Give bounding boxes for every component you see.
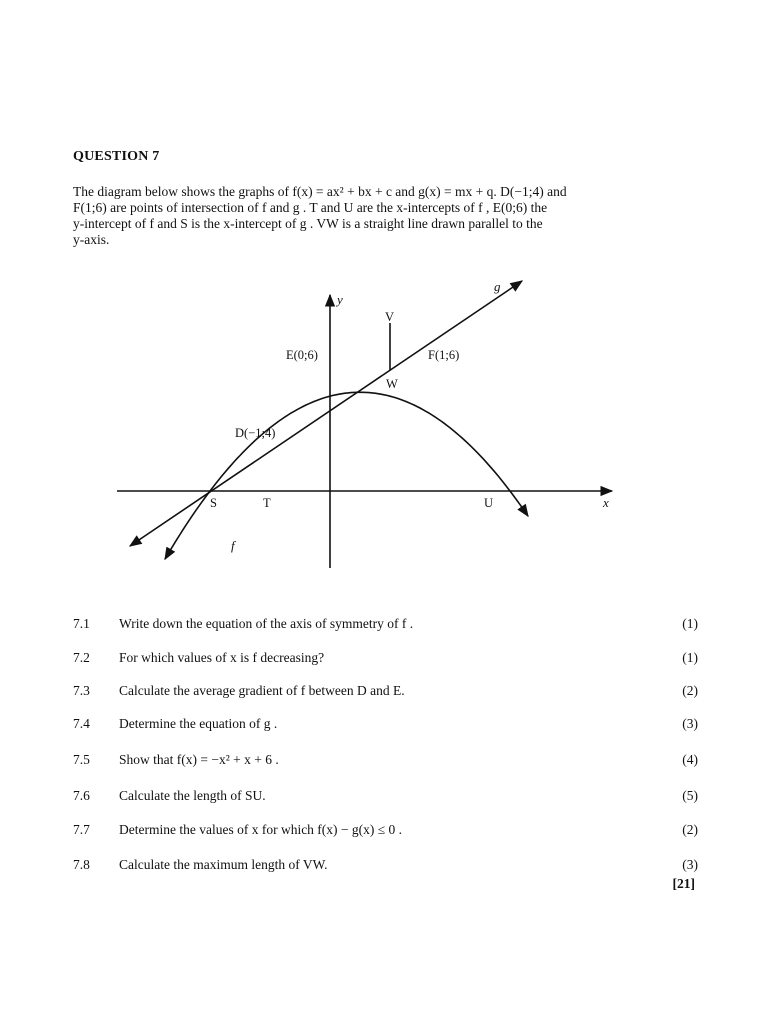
question-marks: (5) (682, 788, 698, 803)
question-text: Determine the equation of g . (119, 716, 278, 731)
label-y-axis: y (337, 292, 343, 307)
question-number: 7.6 (73, 788, 90, 803)
intro-line: y-axis. (73, 232, 110, 247)
label-f-point: F(1;6) (428, 348, 460, 362)
label-g: g (494, 279, 501, 294)
question-marks: (2) (682, 683, 698, 698)
question-text: Show that f(x) = −x² + x + 6 . (119, 752, 279, 767)
question-item (73, 857, 698, 875)
question-number: 7.7 (73, 822, 90, 837)
question-marks: (1) (682, 616, 698, 631)
label-u: U (484, 496, 494, 510)
question-item (73, 752, 698, 770)
question-heading: QUESTION 7 (73, 149, 160, 164)
intro-line: y-intercept of f and S is the x-intercept of g . VW is a straight line drawn parallel to the (73, 216, 543, 231)
label-s: S (210, 496, 217, 510)
question-number: 7.4 (73, 716, 90, 731)
question-number: 7.2 (73, 650, 90, 665)
question-marks: (2) (682, 822, 698, 837)
question-number: 7.1 (73, 616, 90, 631)
question-text: Calculate the maximum length of VW. (119, 857, 328, 872)
question-text: Write down the equation of the axis of symmetry of f . (119, 616, 414, 631)
label-v: V (385, 310, 395, 324)
question-text: For which values of x is f decreasing? (119, 650, 325, 665)
question-text: Calculate the average gradient of f between D and E. (119, 683, 405, 698)
line-g (130, 281, 522, 546)
question-item (73, 650, 698, 668)
question-item (73, 716, 698, 734)
label-w: W (386, 377, 398, 391)
question-text: Determine the values of x for which f(x) − g(x) ≤ 0 . (119, 822, 403, 837)
label-t: T (263, 496, 271, 510)
question-number: 7.5 (73, 752, 90, 767)
intro-line: The diagram below shows the graphs of f(x) = ax² + bx + c and g(x) = mx + q. D(−1;4) and (73, 184, 567, 199)
label-d: D(−1;4) (235, 426, 276, 440)
question-intro (73, 184, 673, 248)
question-item (73, 616, 698, 634)
question-item (73, 788, 698, 806)
question-marks: (4) (682, 752, 698, 767)
label-f: f (231, 538, 235, 553)
question-marks: (1) (682, 650, 698, 665)
question-number: 7.3 (73, 683, 90, 698)
intro-line: F(1;6) are points of intersection of f and g . T and U are the x-intercepts of f , E(0;6) the (73, 200, 548, 215)
question-number: 7.8 (73, 857, 90, 872)
question-item (73, 683, 698, 701)
question-marks: (3) (682, 857, 698, 872)
question-marks: (3) (682, 716, 698, 731)
question-text: Calculate the length of SU. (119, 788, 266, 803)
label-x-axis: x (603, 495, 609, 510)
graph-diagram (110, 278, 620, 578)
parabola-f (165, 392, 528, 559)
question-item (73, 822, 698, 840)
label-e: E(0;6) (286, 348, 318, 362)
total-marks: [21] (672, 876, 695, 891)
